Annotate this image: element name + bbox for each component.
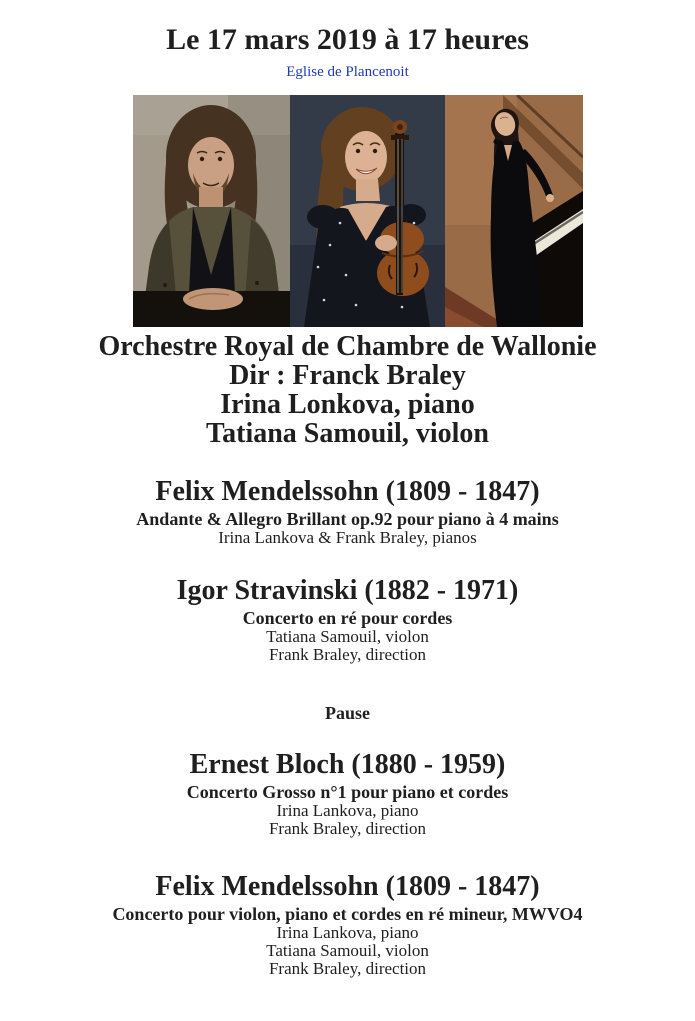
program-section-mendelssohn-2 [0,872,695,978]
program-section-bloch [0,750,695,838]
venue-link[interactable]: Eglise de Plancenoit [286,64,409,80]
composer-heading: Felix Mendelssohn (1809 - 1847) [155,871,540,902]
pianist-conductor-photo [133,95,290,327]
pause-label: Pause [325,703,370,723]
composer-heading: Felix Mendelssohn (1809 - 1847) [155,476,540,507]
photo-strip [133,95,583,327]
venue-line [0,63,695,82]
ensemble-block [0,332,695,448]
performer-line: Frank Braley, direction [268,645,427,664]
program-section-stravinski [0,576,695,664]
composer-heading: Igor Stravinski (1882 - 1971) [176,575,519,606]
performer-line: Irina Lankova & Frank Braley, pianos [218,528,477,547]
composer-heading: Ernest Bloch (1880 - 1959) [189,749,506,780]
performer-line: Tatiana Samouil, violon [266,627,429,646]
page-title: Le 17 mars 2019 à 17 heures [166,23,529,56]
work-title: Concerto en ré pour cordes [242,608,453,628]
ensemble-name: Orchestre Royal de Chambre de Wallonie [98,331,597,362]
performer-line: Irina Lankova, piano [276,923,419,942]
performer-line: Frank Braley, direction [268,819,427,838]
ensemble-director: Dir : Franck Braley [229,360,466,391]
performer-line: Frank Braley, direction [268,959,427,978]
program-section-mendelssohn-1 [0,477,695,547]
work-title: Concerto pour violon, piano et cordes en ré mineur, MWVO4 [112,904,583,924]
work-title: Andante & Allegro Brillant op.92 pour piano à 4 mains [136,509,559,529]
performer-line: Tatiana Samouil, violon [266,941,429,960]
ensemble-soloist-piano: Irina Lonkova, piano [220,389,475,420]
ensemble-soloist-violin: Tatiana Samouil, violon [206,418,489,449]
work-title: Concerto Grosso n°1 pour piano et cordes [186,782,509,802]
performer-line: Irina Lankova, piano [276,801,419,820]
violinist-with-violin-photo [290,95,445,327]
pianist-at-grand-piano-photo [445,95,583,327]
